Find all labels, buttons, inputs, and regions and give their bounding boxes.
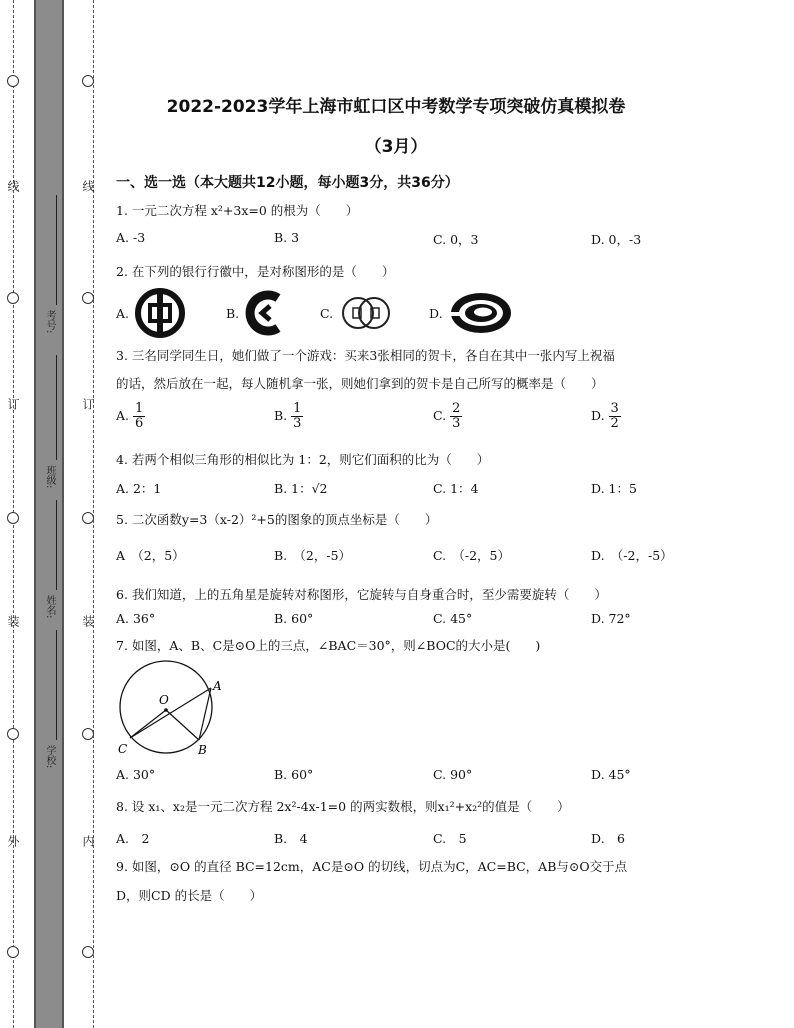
fraction-numerator: 3 bbox=[610, 401, 619, 416]
q7-option-c: C. 90° bbox=[433, 767, 473, 782]
field-exam-number: 考号: bbox=[44, 310, 55, 334]
q4-option-a: A. 2：1 bbox=[116, 481, 162, 496]
binding-hole bbox=[7, 728, 19, 740]
question-7-stem: 7. 如图，A、B、C是⊙O上的三点，∠BAC＝30°，则∠BOC的大小是( ) bbox=[116, 638, 541, 653]
label-o: O bbox=[159, 693, 169, 707]
q3-option-c-fraction bbox=[450, 402, 462, 431]
q7-option-b: B. 60° bbox=[274, 767, 314, 782]
segment-ob bbox=[166, 710, 199, 740]
q7-option-d: D. 45° bbox=[591, 767, 631, 782]
q8-option-c: C. 5 bbox=[433, 831, 467, 846]
q3-option-b bbox=[274, 402, 303, 431]
fraction-numerator: 1 bbox=[293, 401, 302, 416]
q5-option-a: A （2，5） bbox=[116, 548, 185, 563]
outer-label-wai: 外 bbox=[6, 835, 20, 847]
q3-option-a bbox=[116, 402, 145, 431]
label-c: C bbox=[118, 742, 128, 756]
binding-hole bbox=[7, 75, 19, 87]
q2-option-c: C. bbox=[320, 306, 334, 321]
q3-option-c bbox=[433, 402, 462, 431]
q3-option-d-fraction bbox=[609, 402, 621, 431]
outer-label-ding: 订 bbox=[6, 398, 20, 410]
field-school: 学校: bbox=[44, 745, 55, 769]
q6-option-b: B. 60° bbox=[274, 611, 314, 626]
question-2-stem: 2. 在下列的银行行徽中，是对称图形的是（ ） bbox=[116, 264, 395, 279]
q4-option-b: B. 1：√2 bbox=[274, 481, 328, 496]
field-name: 姓名: bbox=[44, 595, 55, 619]
binding-strip bbox=[34, 0, 64, 1028]
inner-label-xian: 线 bbox=[81, 180, 95, 192]
q3-option-c-label: C. bbox=[433, 408, 447, 423]
q3-option-a-label: A. bbox=[116, 408, 130, 423]
q4-option-d: D. 1：5 bbox=[591, 481, 637, 496]
page-title: 2022-2023学年上海市虹口区中考数学专项突破仿真模拟卷 bbox=[166, 97, 626, 117]
q3-option-d bbox=[591, 402, 621, 431]
q6-option-a: A. 36° bbox=[116, 611, 156, 626]
fraction-numerator: 1 bbox=[135, 401, 144, 416]
binding-hole bbox=[82, 512, 94, 524]
bank-logo-d-icon bbox=[448, 288, 514, 338]
q2-option-a: A. bbox=[116, 306, 130, 321]
question-9-stem-line2: D，则CD 的长是（ ） bbox=[116, 888, 263, 903]
field-name-line bbox=[56, 500, 57, 590]
binding-hole bbox=[82, 292, 94, 304]
binding-hole bbox=[82, 946, 94, 958]
field-exam-number-line bbox=[56, 195, 57, 305]
question-6-stem: 6. 我们知道，上的五角星是旋转对称图形，它旋转与自身重合时，至少需要旋转（ ） bbox=[116, 587, 607, 602]
fraction-numerator: 2 bbox=[452, 401, 461, 416]
q3-option-b-label: B. bbox=[274, 408, 288, 423]
q5-option-c: C. （-2，5） bbox=[433, 548, 510, 563]
inner-label-zhuang: 装 bbox=[81, 615, 95, 627]
field-class: 班级: bbox=[44, 465, 55, 489]
q8-option-b: B. 4 bbox=[274, 831, 308, 846]
question-3-stem-line2: 的话，然后放在一起，每人随机拿一张，则她们拿到的贺卡是自己所写的概率是（ ） bbox=[116, 376, 604, 391]
bank-logo-b-icon bbox=[240, 288, 288, 338]
q7-option-a: A. 30° bbox=[116, 767, 156, 782]
outer-label-zhuang: 装 bbox=[6, 615, 20, 627]
q4-option-c: C. 1：4 bbox=[433, 481, 479, 496]
q2-option-b: B. bbox=[226, 306, 240, 321]
binding-hole bbox=[82, 728, 94, 740]
question-1-stem: 1. 一元二次方程 x²+3x=0 的根为（ ） bbox=[116, 203, 359, 218]
outer-label-xian: 线 bbox=[6, 180, 20, 192]
q6-option-d: D. 72° bbox=[591, 611, 631, 626]
field-class-line bbox=[56, 355, 57, 460]
binding-hole bbox=[7, 946, 19, 958]
q1-option-c: C. 0，3 bbox=[433, 232, 479, 247]
fraction-denominator: 3 bbox=[293, 416, 302, 431]
question-3-stem-line1: 3. 三名同学同生日，她们做了一个游戏：买来3张相同的贺卡，各自在其中一张内写上祝福 bbox=[116, 348, 615, 363]
page-subtitle: （3月） bbox=[364, 137, 428, 157]
circle-figure bbox=[116, 660, 224, 760]
section-heading: 一、选一选（本大题共12小题，每小题3分，共36分） bbox=[116, 175, 459, 191]
label-a: A bbox=[213, 679, 222, 693]
center-point bbox=[164, 708, 168, 712]
bank-logo-a-icon bbox=[134, 288, 186, 338]
question-5-stem: 5. 二次函数y=3（x-2）²+5的图象的顶点坐标是（ ） bbox=[116, 512, 438, 527]
question-4-stem: 4. 若两个相似三角形的相似比为 1：2，则它们面积的比为（ ） bbox=[116, 452, 490, 467]
q3-option-b-fraction bbox=[291, 402, 303, 431]
q5-option-b: B. （2，-5） bbox=[274, 548, 352, 563]
segment-oc bbox=[130, 710, 166, 738]
inner-label-ding: 订 bbox=[81, 398, 95, 410]
fraction-denominator: 3 bbox=[452, 416, 461, 431]
inner-label-nei: 内 bbox=[81, 835, 95, 847]
q3-option-d-label: D. bbox=[591, 408, 605, 423]
q5-option-d: D. （-2，-5） bbox=[591, 548, 673, 563]
segment-ca bbox=[130, 688, 211, 738]
q1-option-d: D. 0，-3 bbox=[591, 232, 642, 247]
q1-option-b: B. 3 bbox=[274, 230, 300, 245]
fraction-denominator: 6 bbox=[135, 416, 144, 431]
q6-option-c: C. 45° bbox=[433, 611, 473, 626]
q8-option-d: D. 6 bbox=[591, 831, 626, 846]
q3-option-a-fraction bbox=[133, 402, 145, 431]
question-9-stem-line1: 9. 如图，⊙O 的直径 BC=12cm，AC是⊙O 的切线，切点为C，AC=BC，AB与⊙O交于点 bbox=[116, 859, 628, 874]
binding-hole bbox=[7, 292, 19, 304]
bank-logo-c-icon bbox=[338, 288, 394, 338]
q8-option-a: A. 2 bbox=[116, 831, 150, 846]
field-school-line bbox=[56, 630, 57, 740]
binding-hole bbox=[7, 512, 19, 524]
label-b: B bbox=[198, 743, 207, 757]
question-8-stem: 8. 设 x₁、x₂是一元二次方程 2x²-4x-1=0 的两实数根，则x₁²+x₂²的值是（ ） bbox=[116, 799, 570, 814]
binding-hole bbox=[82, 75, 94, 87]
q1-option-a: A. -3 bbox=[116, 230, 146, 245]
q2-option-d: D. bbox=[429, 306, 443, 321]
fraction-denominator: 2 bbox=[610, 416, 619, 431]
